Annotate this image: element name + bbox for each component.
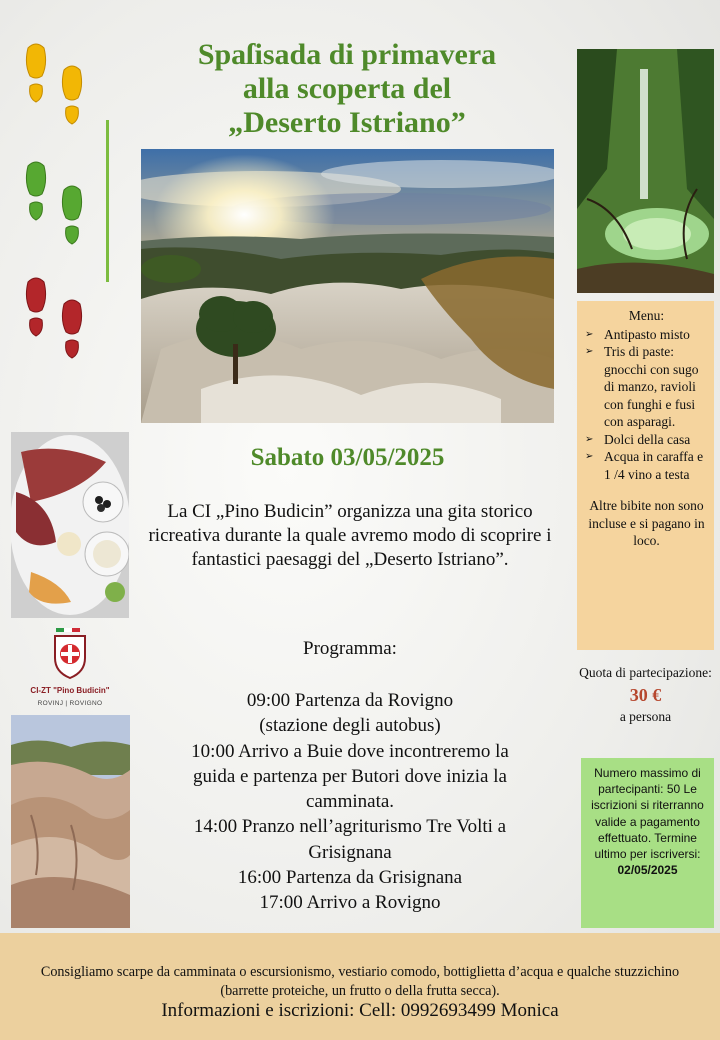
footer-advice: Consigliamo scarpe da camminata o escursionismo, vestiario comodo, bottiglietta d’acqua e qualche stuzzichino (barrette proteiche, un frutto o della frutta secca).: [40, 964, 680, 999]
fee-per-person: a persona: [619, 709, 672, 724]
footprint-green-left-icon: [24, 160, 48, 226]
poster-title: [140, 38, 554, 140]
menu-title: Menu:: [628, 308, 665, 323]
event-date: Sabato 03/05/2025: [250, 444, 445, 471]
footprint-red-right-icon: [60, 298, 84, 364]
menu-item: ➢ Acqua in caraffa e 1 /4 vino a testa: [585, 448, 708, 483]
registration-info-box: [581, 758, 714, 928]
green-divider-line: [106, 120, 109, 282]
program-line: 16:00 Partenza da Grisignana: [237, 867, 463, 889]
menu-note: Altre bibite non sono incluse e si pagano in loco.: [588, 498, 705, 548]
participation-fee: [577, 664, 714, 726]
footer-band: [0, 933, 720, 1040]
menu-box: [577, 301, 714, 650]
title-line-2: alla scoperta del: [242, 72, 452, 105]
program-line: (stazione degli autobus): [259, 715, 441, 737]
program-title: Programma:: [303, 638, 397, 659]
program-line: 14:00 Pranzo nell’agriturismo Tre Volti a: [193, 816, 507, 838]
registration-info-text: Numero massimo di partecipanti: 50 Le iscrizioni si riterranno valide a pagamento effettuato. Termine ultimo per iscriversi:: [591, 766, 704, 862]
program-list: [146, 688, 554, 916]
program-line: camminata.: [305, 791, 395, 813]
logo-name: CI-ZT "Pino Budicin": [30, 686, 110, 695]
food-platter-photo: [11, 432, 129, 618]
program-line: 09:00 Partenza da Rovigno: [246, 690, 454, 711]
title-line-1: Spaſisada di primavera: [197, 38, 497, 71]
footprint-yellow-right-icon: [60, 64, 84, 130]
logo-subtitle: ROVINJ | ROVIGNO: [37, 700, 103, 707]
program-line: Grisignana: [308, 841, 392, 863]
fee-label: Quota di partecipazione:: [579, 665, 712, 680]
program-line: guida e partenza per Butori dove inizia la: [193, 765, 507, 787]
footer-contact: Informazioni e iscrizioni: Cell: 0992693499 Monica: [161, 1000, 559, 1021]
istrian-desert-landscape-photo: [141, 149, 554, 423]
badlands-photo: [11, 715, 130, 928]
footprint-green-right-icon: [60, 184, 84, 250]
menu-item: ➢ Antipasto misto: [585, 326, 708, 344]
menu-item: ➢ Dolci della casa: [585, 431, 708, 449]
program-line: 10:00 Arrivo a Buie dove incontreremo la: [191, 740, 509, 762]
waterfall-photo: [577, 49, 714, 293]
menu-item: ➢ Tris di paste: gnocchi con sugo di manzo, ravioli con funghi e fusi con asparagi.: [585, 343, 708, 431]
title-line-3: „Deserto Istriano”: [228, 106, 466, 139]
footprint-red-left-icon: [24, 276, 48, 342]
program-line: 17:00 Arrivo a Rovigno: [259, 892, 441, 914]
event-intro: La CI „Pino Budicin” organizza una gita storico ricreativa durante la quale avremo modo di scoprire i fantastici paesaggi del „Deserto Istriano”.: [148, 501, 552, 570]
registration-deadline: 02/05/2025: [617, 863, 678, 878]
fee-price: 30 €: [629, 685, 662, 705]
footprint-yellow-left-icon: [24, 42, 48, 108]
menu-list: [585, 326, 708, 484]
ci-pino-budicin-logo: [28, 626, 112, 712]
